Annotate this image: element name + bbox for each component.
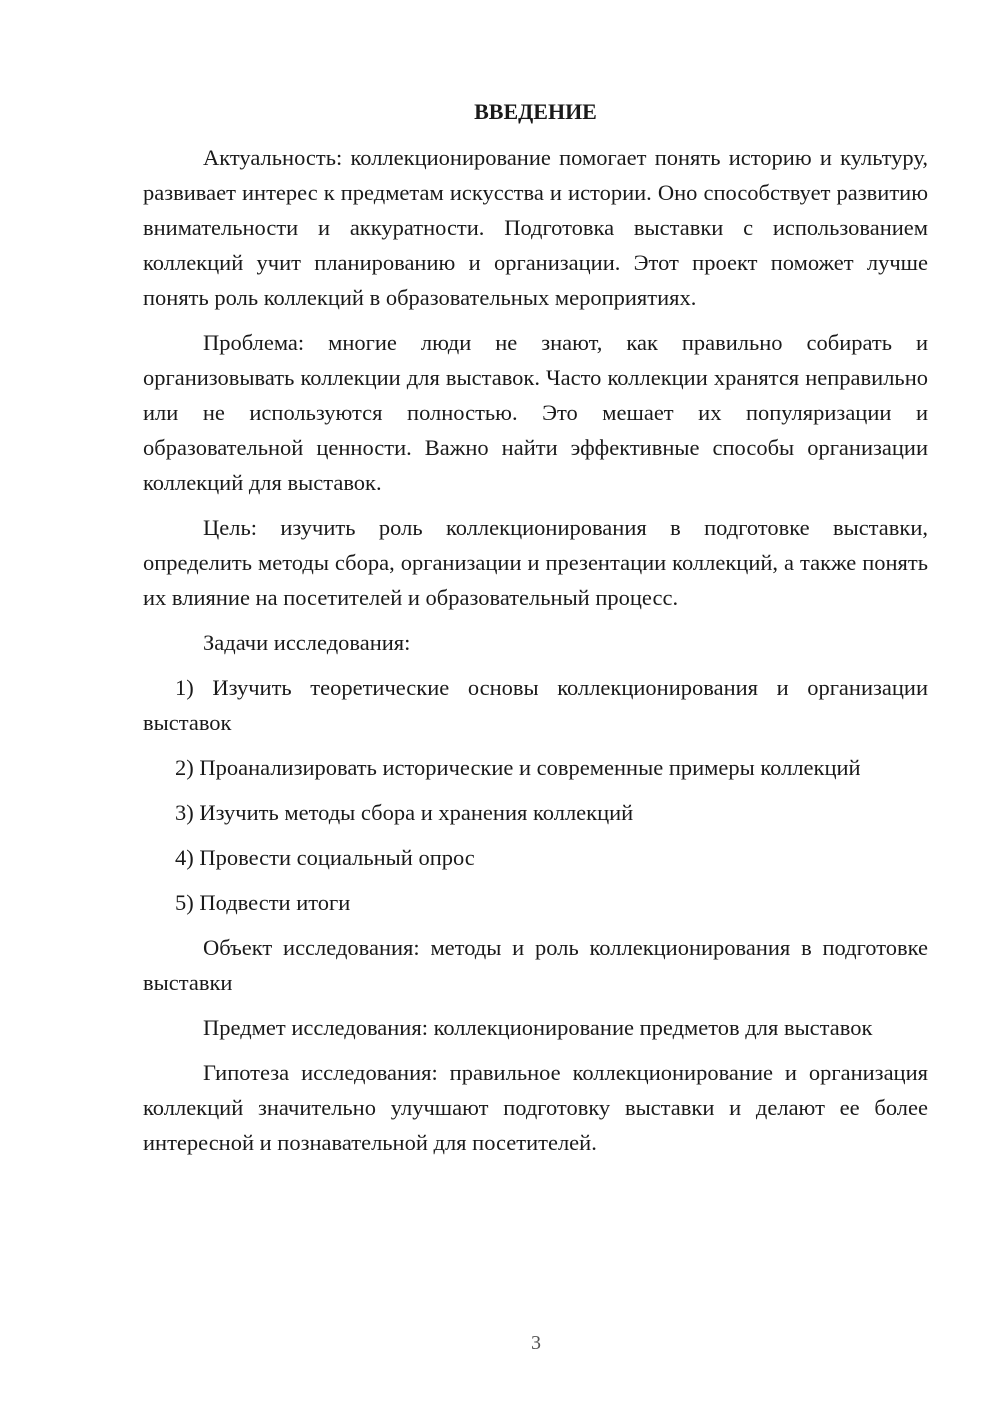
page-number: 3 xyxy=(531,1332,541,1354)
paragraph-subject: Предмет исследования: коллекционирование предметов для выставок xyxy=(203,1015,873,1040)
paragraph-problem: Проблема: многие люди не знают, как правильно собирать и организовывать коллекции для выставок. Часто коллекции хранятся неправильно или не используются полностью. Это мешает их популяризации и образовательной ценности. Важно найти эффективные способы организации коллекций для выставок. xyxy=(143,330,928,495)
tasks-heading: Задачи исследования: xyxy=(203,630,411,655)
task-item: 3) Изучить методы сбора и хранения коллекций xyxy=(175,800,634,825)
task-item: 4) Провести социальный опрос xyxy=(175,845,475,870)
paragraph-object: Объект исследования: методы и роль коллекционирования в подготовке выставки xyxy=(143,935,928,995)
section-title: ВВЕДЕНИЕ xyxy=(474,99,597,124)
page-content xyxy=(143,94,928,1170)
task-item: 1) Изучить теоретические основы коллекционирования и организации выставок xyxy=(143,675,928,735)
paragraph-goal: Цель: изучить роль коллекционирования в подготовке выставки, определить методы сбора, организации и презентации коллекций, а также понять их влияние на посетителей и образовательный процесс. xyxy=(143,515,928,610)
paragraph-relevance: Актуальность: коллекционирование помогает понять историю и культуру, развивает интерес к предметам искусства и истории. Оно способствует развитию внимательности и аккуратности. Подготовка выставки с использованием коллекций учит планированию и организации. Этот проект поможет лучше понять роль коллекций в образовательных мероприятиях. xyxy=(143,145,928,310)
task-item: 5) Подвести итоги xyxy=(175,890,351,915)
task-item: 2) Проанализировать исторические и современные примеры коллекций xyxy=(175,755,861,780)
paragraph-hypothesis: Гипотеза исследования: правильное коллекционирование и организация коллекций значительно улучшают подготовку выставки и делают ее более интересной и познавательной для посетителей. xyxy=(143,1060,928,1155)
